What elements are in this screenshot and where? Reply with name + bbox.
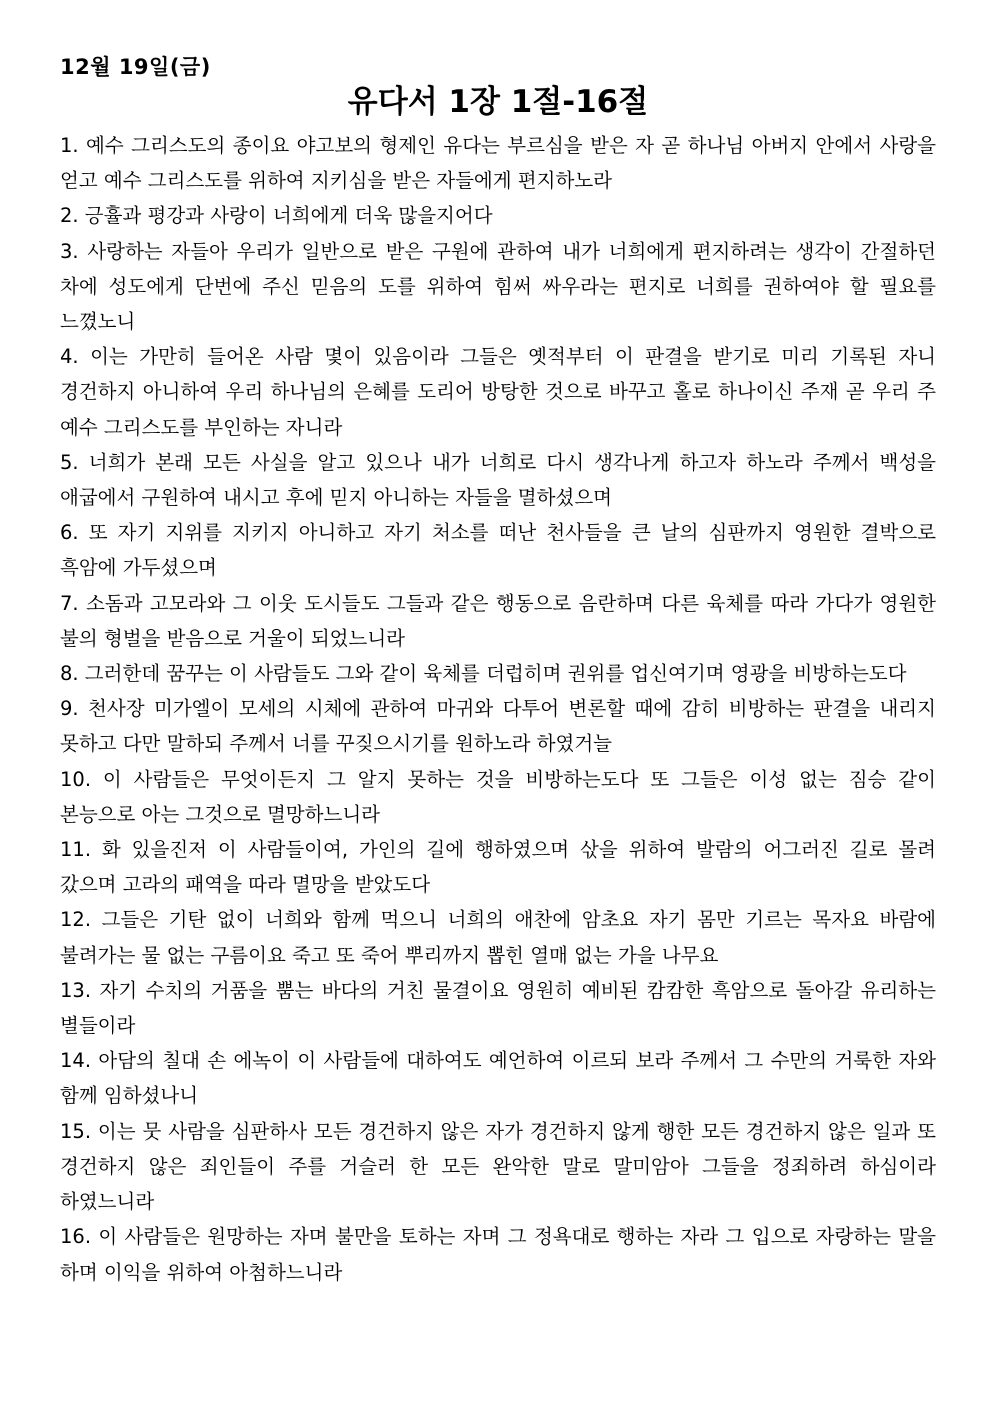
verse-1: 1. 예수 그리스도의 종이요 야고보의 형제인 유다는 부르심을 받은 자 곧 하나님 아버지 안에서 사랑을 얻고 예수 그리스도를 위하여 지키심을 받은 자들에게 편지하노라 — [60, 134, 936, 193]
verse-list — [60, 128, 936, 1290]
verse-10: 10. 이 사람들은 무엇이든지 그 알지 못하는 것을 비방하는도다 또 그들은 이성 없는 짐승 같이 본능으로 아는 그것으로 멸망하느니라 — [60, 767, 936, 826]
verse-16: 16. 이 사람들은 원망하는 자며 불만을 토하는 자며 그 정욕대로 행하는 자라 그 입으로 자랑하는 말을 하며 이익을 위하여 아첨하느니라 — [60, 1225, 936, 1284]
verse-12: 12. 그들은 기탄 없이 너희와 함께 먹으니 너희의 애찬에 암초요 자기 몸만 기르는 목자요 바람에 불려가는 물 없는 구름이요 죽고 또 죽어 뿌리까지 뽑힌 열매 없는 가을 나무요 — [60, 908, 936, 967]
verse-7: 7. 소돔과 고모라와 그 이웃 도시들도 그들과 같은 행동으로 음란하며 다른 육체를 따라 가다가 영원한 불의 형벌을 받음으로 거울이 되었느니라 — [60, 591, 936, 650]
verse-5: 5. 너희가 본래 모든 사실을 알고 있으나 내가 너희로 다시 생각나게 하고자 하노라 주께서 백성을 애굽에서 구원하여 내시고 후에 믿지 아니하는 자들을 멸하셨으며 — [60, 450, 936, 510]
verse-2: 2. 긍휼과 평강과 사랑이 너희에게 더욱 많을지어다 — [60, 204, 493, 228]
verse-15: 15. 이는 뭇 사람을 심판하사 모든 경건하지 않은 자가 경건하지 않게 행한 모든 경건하지 않은 일과 또 경건하지 않은 죄인들이 주를 거슬러 한 모든 완악한 말로 말미암아 그들을 정죄하려 하심이라 하였느니라 — [60, 1119, 936, 1214]
verse-11: 11. 화 있을진저 이 사람들이여, 가인의 길에 행하였으며 삯을 위하여 발람의 어그러진 길로 몰려 갔으며 고라의 패역을 따라 멸망을 받았도다 — [60, 838, 936, 897]
date-heading: 12월 19일(금) — [60, 55, 211, 79]
verse-13: 13. 자기 수치의 거품을 뿜는 바다의 거친 물결이요 영원히 예비된 캄캄한 흑암으로 돌아갈 유리하는 별들이라 — [60, 978, 936, 1038]
verse-6: 6. 또 자기 지위를 지키지 아니하고 자기 처소를 떠난 천사들을 큰 날의 심판까지 영원한 결박으로 흑암에 가두셨으며 — [60, 521, 936, 580]
document-page — [60, 52, 936, 1290]
verse-3: 3. 사랑하는 자들아 우리가 일반으로 받은 구원에 관하여 내가 너희에게 편지하려는 생각이 간절하던 차에 성도에게 단번에 주신 믿음의 도를 위하여 힘써 싸우라는 편지로 너희를 권하여야 할 필요를 느꼈노니 — [60, 239, 936, 334]
verse-14: 14. 아담의 칠대 손 에녹이 이 사람들에 대하여도 예언하여 이르되 보라 주께서 그 수만의 거룩한 자와 함께 임하셨나니 — [60, 1049, 936, 1108]
verse-8: 8. 그러한데 꿈꾸는 이 사람들도 그와 같이 육체를 더럽히며 권위를 업신여기며 영광을 비방하는도다 — [60, 662, 907, 686]
verse-9: 9. 천사장 미가엘이 모세의 시체에 관하여 마귀와 다투어 변론할 때에 감히 비방하는 판결을 내리지 못하고 다만 말하되 주께서 너를 꾸짖으시기를 원하노라 하였거늘 — [60, 697, 936, 756]
verse-4: 4. 이는 가만히 들어온 사람 몇이 있음이라 그들은 옛적부터 이 판결을 받기로 미리 기록된 자니 경건하지 아니하여 우리 하나님의 은혜를 도리어 방탕한 것으로 바꾸고 홀로 하나이신 주재 곧 우리 주 예수 그리스도를 부인하는 자니라 — [60, 345, 936, 439]
page-title: 유다서 1장 1절-16절 — [347, 84, 649, 120]
